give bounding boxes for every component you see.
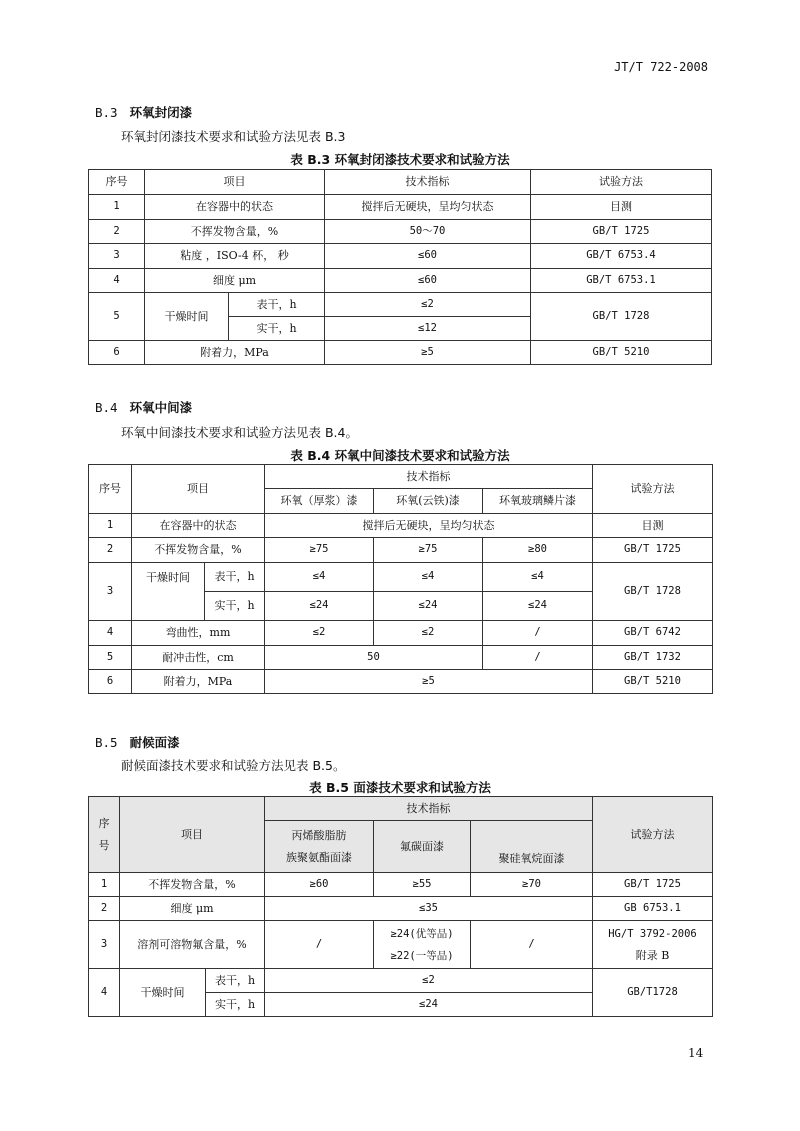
table-row xyxy=(89,897,713,921)
row-no: 3 xyxy=(89,244,145,269)
spec-grade-first: ≥22(一等品) xyxy=(390,949,454,962)
row-sub-label: 表干，h xyxy=(205,563,265,592)
row-spec: ≥55 xyxy=(374,873,471,897)
row-spec: ≤24 xyxy=(374,592,483,621)
row-spec: ≤2 xyxy=(325,293,531,317)
row-spec: ≤2 xyxy=(265,621,374,646)
table-caption-b5: 表 B.5 面漆技术要求和试验方法 xyxy=(309,780,491,795)
table-row xyxy=(89,563,713,592)
header-no xyxy=(89,797,120,873)
table-b4 xyxy=(88,464,713,694)
table-row xyxy=(89,873,713,897)
row-spec: ≥75 xyxy=(265,538,374,563)
row-item: 附着力，MPa xyxy=(132,670,265,694)
table-header-row xyxy=(89,170,712,195)
subheader-thick-epoxy: 环氧（厚浆）漆 xyxy=(265,489,374,514)
section-intro-b4: 环氧中间漆技术要求和试验方法见表 B.4。 xyxy=(121,425,358,440)
row-item: 不挥发物含量，% xyxy=(132,538,265,563)
row-spec: ≥5 xyxy=(265,670,593,694)
row-spec: ≥75 xyxy=(374,538,483,563)
table-row xyxy=(89,621,713,646)
table-row xyxy=(89,670,713,694)
row-spec: ≤35 xyxy=(265,897,593,921)
row-no: 4 xyxy=(89,269,145,293)
subheader-acrylic-pu xyxy=(265,821,374,873)
row-spec: / xyxy=(483,646,593,670)
row-method: GB/T 5210 xyxy=(593,670,713,694)
row-spec: ≥80 xyxy=(483,538,593,563)
page-number: 14 xyxy=(688,1046,704,1060)
header-spec: 技术指标 xyxy=(325,170,531,195)
row-item: 干燥时间 xyxy=(132,563,205,621)
subheader-line2: 族聚氨酯面漆 xyxy=(286,850,352,864)
row-spec: ≤60 xyxy=(325,269,531,293)
header-no-line1: 序 xyxy=(98,816,110,830)
row-spec: / xyxy=(265,921,374,969)
method-line1: HG/T 3792-2006 xyxy=(608,927,697,940)
section-number: B.3 xyxy=(95,105,118,120)
row-spec: ≥5 xyxy=(325,341,531,365)
row-item: 附着力，MPa xyxy=(145,341,325,365)
table-b3 xyxy=(88,169,712,365)
spec-grade-premium: ≥24(优等品) xyxy=(390,927,454,940)
row-method: GB/T 6753.1 xyxy=(531,269,712,293)
section-title-text: 耐候面漆 xyxy=(129,735,180,750)
row-item: 耐冲击性，cm xyxy=(132,646,265,670)
table-row xyxy=(89,538,713,563)
subheader-glassflake-epoxy: 环氧玻璃鳞片漆 xyxy=(483,489,593,514)
table-row xyxy=(89,293,712,317)
subheader-polysiloxane: 聚硅氧烷面漆 xyxy=(471,821,593,873)
header-item: 项目 xyxy=(120,797,265,873)
header-method: 试验方法 xyxy=(593,465,713,514)
row-spec: / xyxy=(471,921,593,969)
section-title-b4 xyxy=(95,398,192,416)
row-spec: ≤60 xyxy=(325,244,531,269)
row-item: 细度 μm xyxy=(120,897,265,921)
row-spec: ≤24 xyxy=(483,592,593,621)
table-b5 xyxy=(88,796,713,1017)
row-spec: ≤4 xyxy=(374,563,483,592)
row-no: 5 xyxy=(89,293,145,341)
header-spec: 技术指标 xyxy=(265,797,593,821)
row-no: 4 xyxy=(89,621,132,646)
row-item: 不挥发物含量，% xyxy=(145,220,325,244)
row-item: 干燥时间 xyxy=(145,293,229,341)
row-no: 3 xyxy=(89,563,132,621)
header-no: 序号 xyxy=(89,465,132,514)
row-method: 目测 xyxy=(531,195,712,220)
section-title-text: 环氧封闭漆 xyxy=(129,105,193,120)
row-spec: ≤24 xyxy=(265,592,374,621)
table-caption-b3: 表 B.3 环氧封闭漆技术要求和试验方法 xyxy=(290,152,510,167)
row-method: GB/T 6753.4 xyxy=(531,244,712,269)
row-no: 2 xyxy=(89,538,132,563)
row-method: GB/T 1725 xyxy=(593,538,713,563)
row-method: GB/T1728 xyxy=(593,969,713,1017)
row-no: 2 xyxy=(89,897,120,921)
header-no: 序号 xyxy=(89,170,145,195)
row-item: 溶剂可溶物氟含量，% xyxy=(120,921,265,969)
table-caption-b4: 表 B.4 环氧中间漆技术要求和试验方法 xyxy=(290,448,510,463)
header-item: 项目 xyxy=(145,170,325,195)
table-row xyxy=(89,220,712,244)
row-spec: ≤4 xyxy=(483,563,593,592)
header-method: 试验方法 xyxy=(593,797,713,873)
row-item: 弯曲性，mm xyxy=(132,621,265,646)
row-sub-label: 实干，h xyxy=(229,317,325,341)
table-row xyxy=(89,921,713,969)
row-spec-grades xyxy=(374,921,471,969)
table-row xyxy=(89,195,712,220)
header-spec: 技术指标 xyxy=(265,465,593,489)
row-method: GB/T 1725 xyxy=(531,220,712,244)
row-no: 4 xyxy=(89,969,120,1017)
table-row xyxy=(89,514,713,538)
row-item: 在容器中的状态 xyxy=(145,195,325,220)
row-method: 目测 xyxy=(593,514,713,538)
section-title-b5 xyxy=(95,733,180,751)
row-spec: 搅拌后无硬块，呈均匀状态 xyxy=(265,514,593,538)
section-intro-b5: 耐候面漆技术要求和试验方法见表 B.5。 xyxy=(121,758,346,773)
method-line2: 附录 B xyxy=(635,948,670,962)
section-intro-b3: 环氧封闭漆技术要求和试验方法见表 B.3 xyxy=(121,129,346,144)
row-no: 6 xyxy=(89,670,132,694)
section-title-text: 环氧中间漆 xyxy=(129,400,193,415)
row-method: GB/T 6742 xyxy=(593,621,713,646)
standard-code: JT/T 722-2008 xyxy=(614,60,708,74)
row-item: 细度 μm xyxy=(145,269,325,293)
row-spec: 50 xyxy=(265,646,483,670)
row-item: 在容器中的状态 xyxy=(132,514,265,538)
header-method: 试验方法 xyxy=(531,170,712,195)
row-spec: / xyxy=(483,621,593,646)
row-sub-label: 表干，h xyxy=(229,293,325,317)
row-no: 1 xyxy=(89,514,132,538)
header-no-line2: 号 xyxy=(98,838,110,852)
row-spec: ≤24 xyxy=(265,993,593,1017)
row-method: GB 6753.1 xyxy=(593,897,713,921)
table-row xyxy=(89,269,712,293)
row-spec: ≥70 xyxy=(471,873,593,897)
table-row xyxy=(89,969,713,993)
row-sub-label: 实干，h xyxy=(205,592,265,621)
section-title-b3 xyxy=(95,103,192,121)
row-spec: ≥60 xyxy=(265,873,374,897)
row-method xyxy=(593,921,713,969)
section-number: B.5 xyxy=(95,735,118,750)
row-no: 1 xyxy=(89,873,120,897)
row-method: GB/T 1728 xyxy=(593,563,713,621)
row-spec: 搅拌后无硬块，呈均匀状态 xyxy=(325,195,531,220)
table-header-row xyxy=(89,465,713,489)
row-item: 干燥时间 xyxy=(120,969,206,1017)
subheader-mio-epoxy: 环氧(云铁)漆 xyxy=(374,489,483,514)
subheader-line1: 丙烯酸脂肪 xyxy=(291,828,347,842)
row-no: 2 xyxy=(89,220,145,244)
table-row xyxy=(89,646,713,670)
row-sub-label: 实干，h xyxy=(206,993,265,1017)
row-spec: ≤2 xyxy=(265,969,593,993)
row-item: 不挥发物含量，% xyxy=(120,873,265,897)
row-spec: ≤4 xyxy=(265,563,374,592)
row-no: 5 xyxy=(89,646,132,670)
row-method: GB/T 5210 xyxy=(531,341,712,365)
row-method: GB/T 1732 xyxy=(593,646,713,670)
table-row xyxy=(89,244,712,269)
subheader-fluorocarbon: 氟碳面漆 xyxy=(374,821,471,873)
row-no: 1 xyxy=(89,195,145,220)
row-spec: 50～70 xyxy=(325,220,531,244)
row-spec: ≤12 xyxy=(325,317,531,341)
row-no: 3 xyxy=(89,921,120,969)
section-number: B.4 xyxy=(95,400,118,415)
header-item: 项目 xyxy=(132,465,265,514)
table-header-row xyxy=(89,797,713,821)
table-row xyxy=(89,341,712,365)
row-method: GB/T 1728 xyxy=(531,293,712,341)
row-no: 6 xyxy=(89,341,145,365)
row-item: 粘度 ，ISO-4 杯， 秒 xyxy=(145,244,325,269)
row-spec: ≤2 xyxy=(374,621,483,646)
row-sub-label: 表干，h xyxy=(206,969,265,993)
row-method: GB/T 1725 xyxy=(593,873,713,897)
